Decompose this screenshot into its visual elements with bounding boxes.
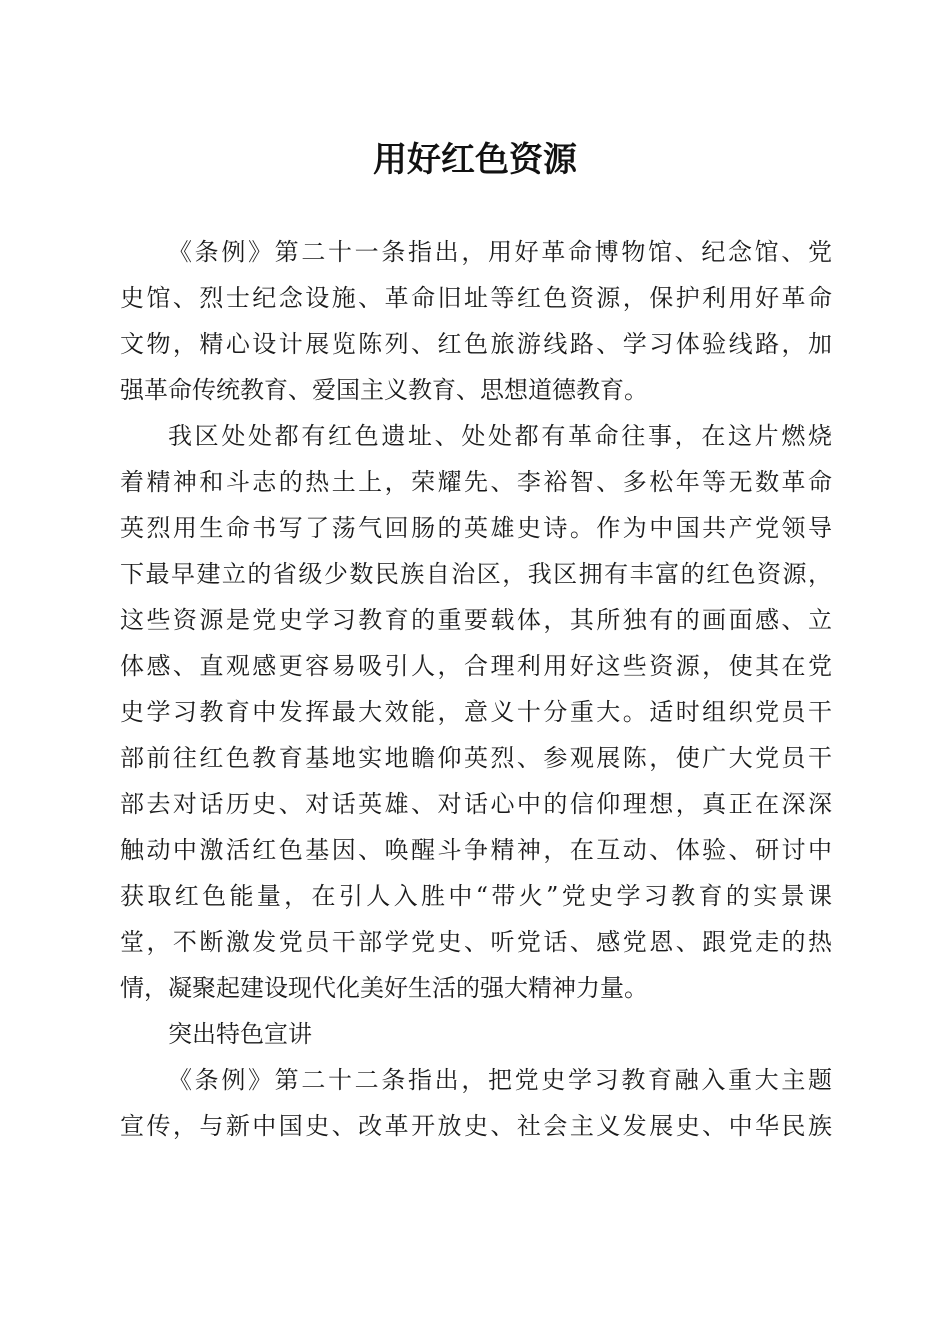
paragraph-line: 我区处处都有红色遗址、处处都有革命往事，在这片燃烧 [168,422,832,450]
paragraph-line: 下最早建立的省级少数民族自治区，我区拥有丰富的红色资源， [120,560,832,588]
paragraph-line: 堂，不断激发党员干部学党史、听党话、感党恩、跟党走的热 [120,928,832,956]
document-body [120,229,832,1149]
paragraph-line: 《条例》第二十一条指出，用好革命博物馆、纪念馆、党 [168,238,832,266]
paragraph-line: 获取红色能量，在引人入胜中“带火”党史学习教育的实景课 [120,882,832,910]
paragraph-line: 宣传，与新中国史、改革开放史、社会主义发展史、中华民族 [120,1112,832,1140]
section-heading [120,1011,832,1057]
paragraph-line: 部前往红色教育基地实地瞻仰英烈、参观展陈，使广大党员干 [120,744,832,772]
paragraph-line: 史馆、烈士纪念设施、革命旧址等红色资源，保护利用好革命 [120,284,832,312]
document-title: 用好红色资源 [373,140,577,180]
paragraph-1 [120,229,832,413]
section-heading-text: 突出特色宣讲 [168,1020,312,1048]
paragraph-line: 触动中激活红色基因、唤醒斗争精神，在互动、体验、研讨中 [120,836,832,864]
paragraph-line: 部去对话历史、对话英雄、对话心中的信仰理想，真正在深深 [120,790,832,818]
paragraph-line: 着精神和斗志的热土上，荣耀先、李裕智、多松年等无数革命 [120,468,832,496]
paragraph-line: 情，凝聚起建设现代化美好生活的强大精神力量。 [120,974,648,1002]
paragraph-line: 强革命传统教育、爱国主义教育、思想道德教育。 [120,376,648,404]
paragraph-line: 《条例》第二十二条指出，把党史学习教育融入重大主题 [168,1066,832,1094]
paragraph-line: 这些资源是党史学习教育的重要载体，其所独有的画面感、立 [120,606,832,634]
paragraph-line: 文物，精心设计展览陈列、红色旅游线路、学习体验线路，加 [120,330,832,358]
paragraph-line: 史学习教育中发挥最大效能，意义十分重大。适时组织党员干 [120,698,832,726]
paragraph-line: 体感、直观感更容易吸引人，合理利用好这些资源，使其在党 [120,652,832,680]
paragraph-line: 英烈用生命书写了荡气回肠的英雄史诗。作为中国共产党领导 [120,514,832,542]
paragraph-4 [120,1057,832,1149]
paragraph-2 [120,413,832,1011]
